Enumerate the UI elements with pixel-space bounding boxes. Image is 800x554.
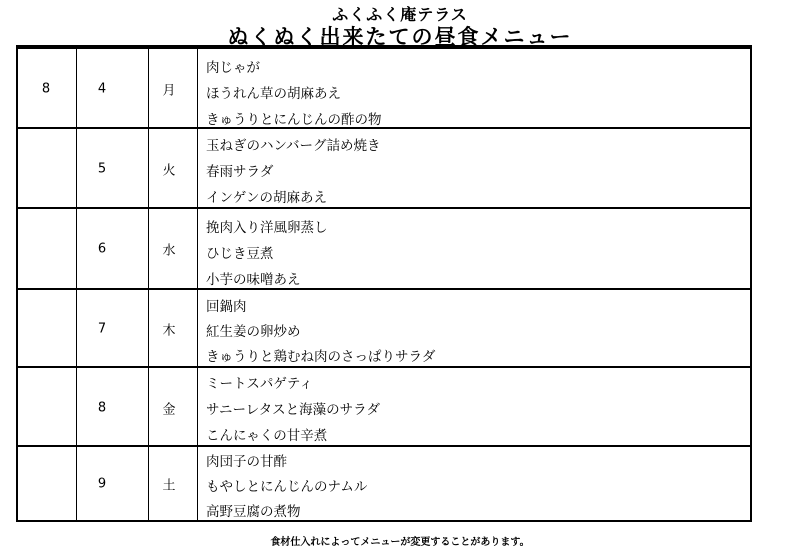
dish-item: サニーレタスと海藻のサラダ [206,402,381,418]
menu-row [18,366,750,445]
dish-item: 紅生姜の卵炒め [206,324,301,340]
dish-item: ひじき豆煮 [206,246,274,262]
weekday-cell: 月 [162,83,176,99]
weekday-cell: 水 [162,243,176,259]
dish-item: 高野豆腐の煮物 [206,504,301,520]
restaurant-name: ふくふく庵テラス [332,5,468,24]
dish-item: こんにゃくの甘辛煮 [206,428,328,444]
weekday-cell: 木 [162,323,176,339]
dish-item: インゲンの胡麻あえ [206,190,327,206]
dish-item: 春雨サラダ [206,164,274,180]
dish-item: 回鍋肉 [206,299,247,315]
menu-row [18,127,750,207]
day-cell: 4 [97,81,107,97]
menu-row [18,47,750,127]
weekday-cell: 火 [162,163,176,179]
dish-item: 小芋の味噌あえ [206,272,301,288]
footer-note: 食材仕入れによってメニューが変更することがあります。 [270,537,530,548]
day-cell: 8 [97,400,107,416]
dish-item: きゅうりとにんじんの酢の物 [206,112,382,128]
menu-title: ぬくぬく出来たての昼食メニュー [227,25,573,49]
dish-item: 挽肉入り洋風卵蒸し [206,220,328,236]
day-cell: 5 [97,161,107,177]
day-cell: 6 [97,241,107,257]
weekday-cell: 金 [162,402,176,418]
dish-item: 玉ねぎのハンバーグ詰め焼き [206,138,381,154]
menu-row [18,288,750,366]
weekday-cell: 土 [162,478,176,494]
dish-item: 肉じゃが [206,60,260,76]
dish-item: 肉団子の甘酢 [206,454,287,470]
menu-row [18,445,750,520]
dish-item: ほうれん草の胡麻あえ [206,86,341,102]
dish-item: もやしとにんじんのナムル [206,479,368,495]
menu-row [18,207,750,288]
dish-item: ミートスパゲティ [206,376,313,392]
day-cell: 7 [97,321,107,337]
day-cell: 9 [97,476,107,492]
menu-table [16,45,752,522]
month-cell: 8 [41,81,51,97]
dish-item: きゅうりと鶏むね肉のさっぱりサラダ [206,349,436,365]
